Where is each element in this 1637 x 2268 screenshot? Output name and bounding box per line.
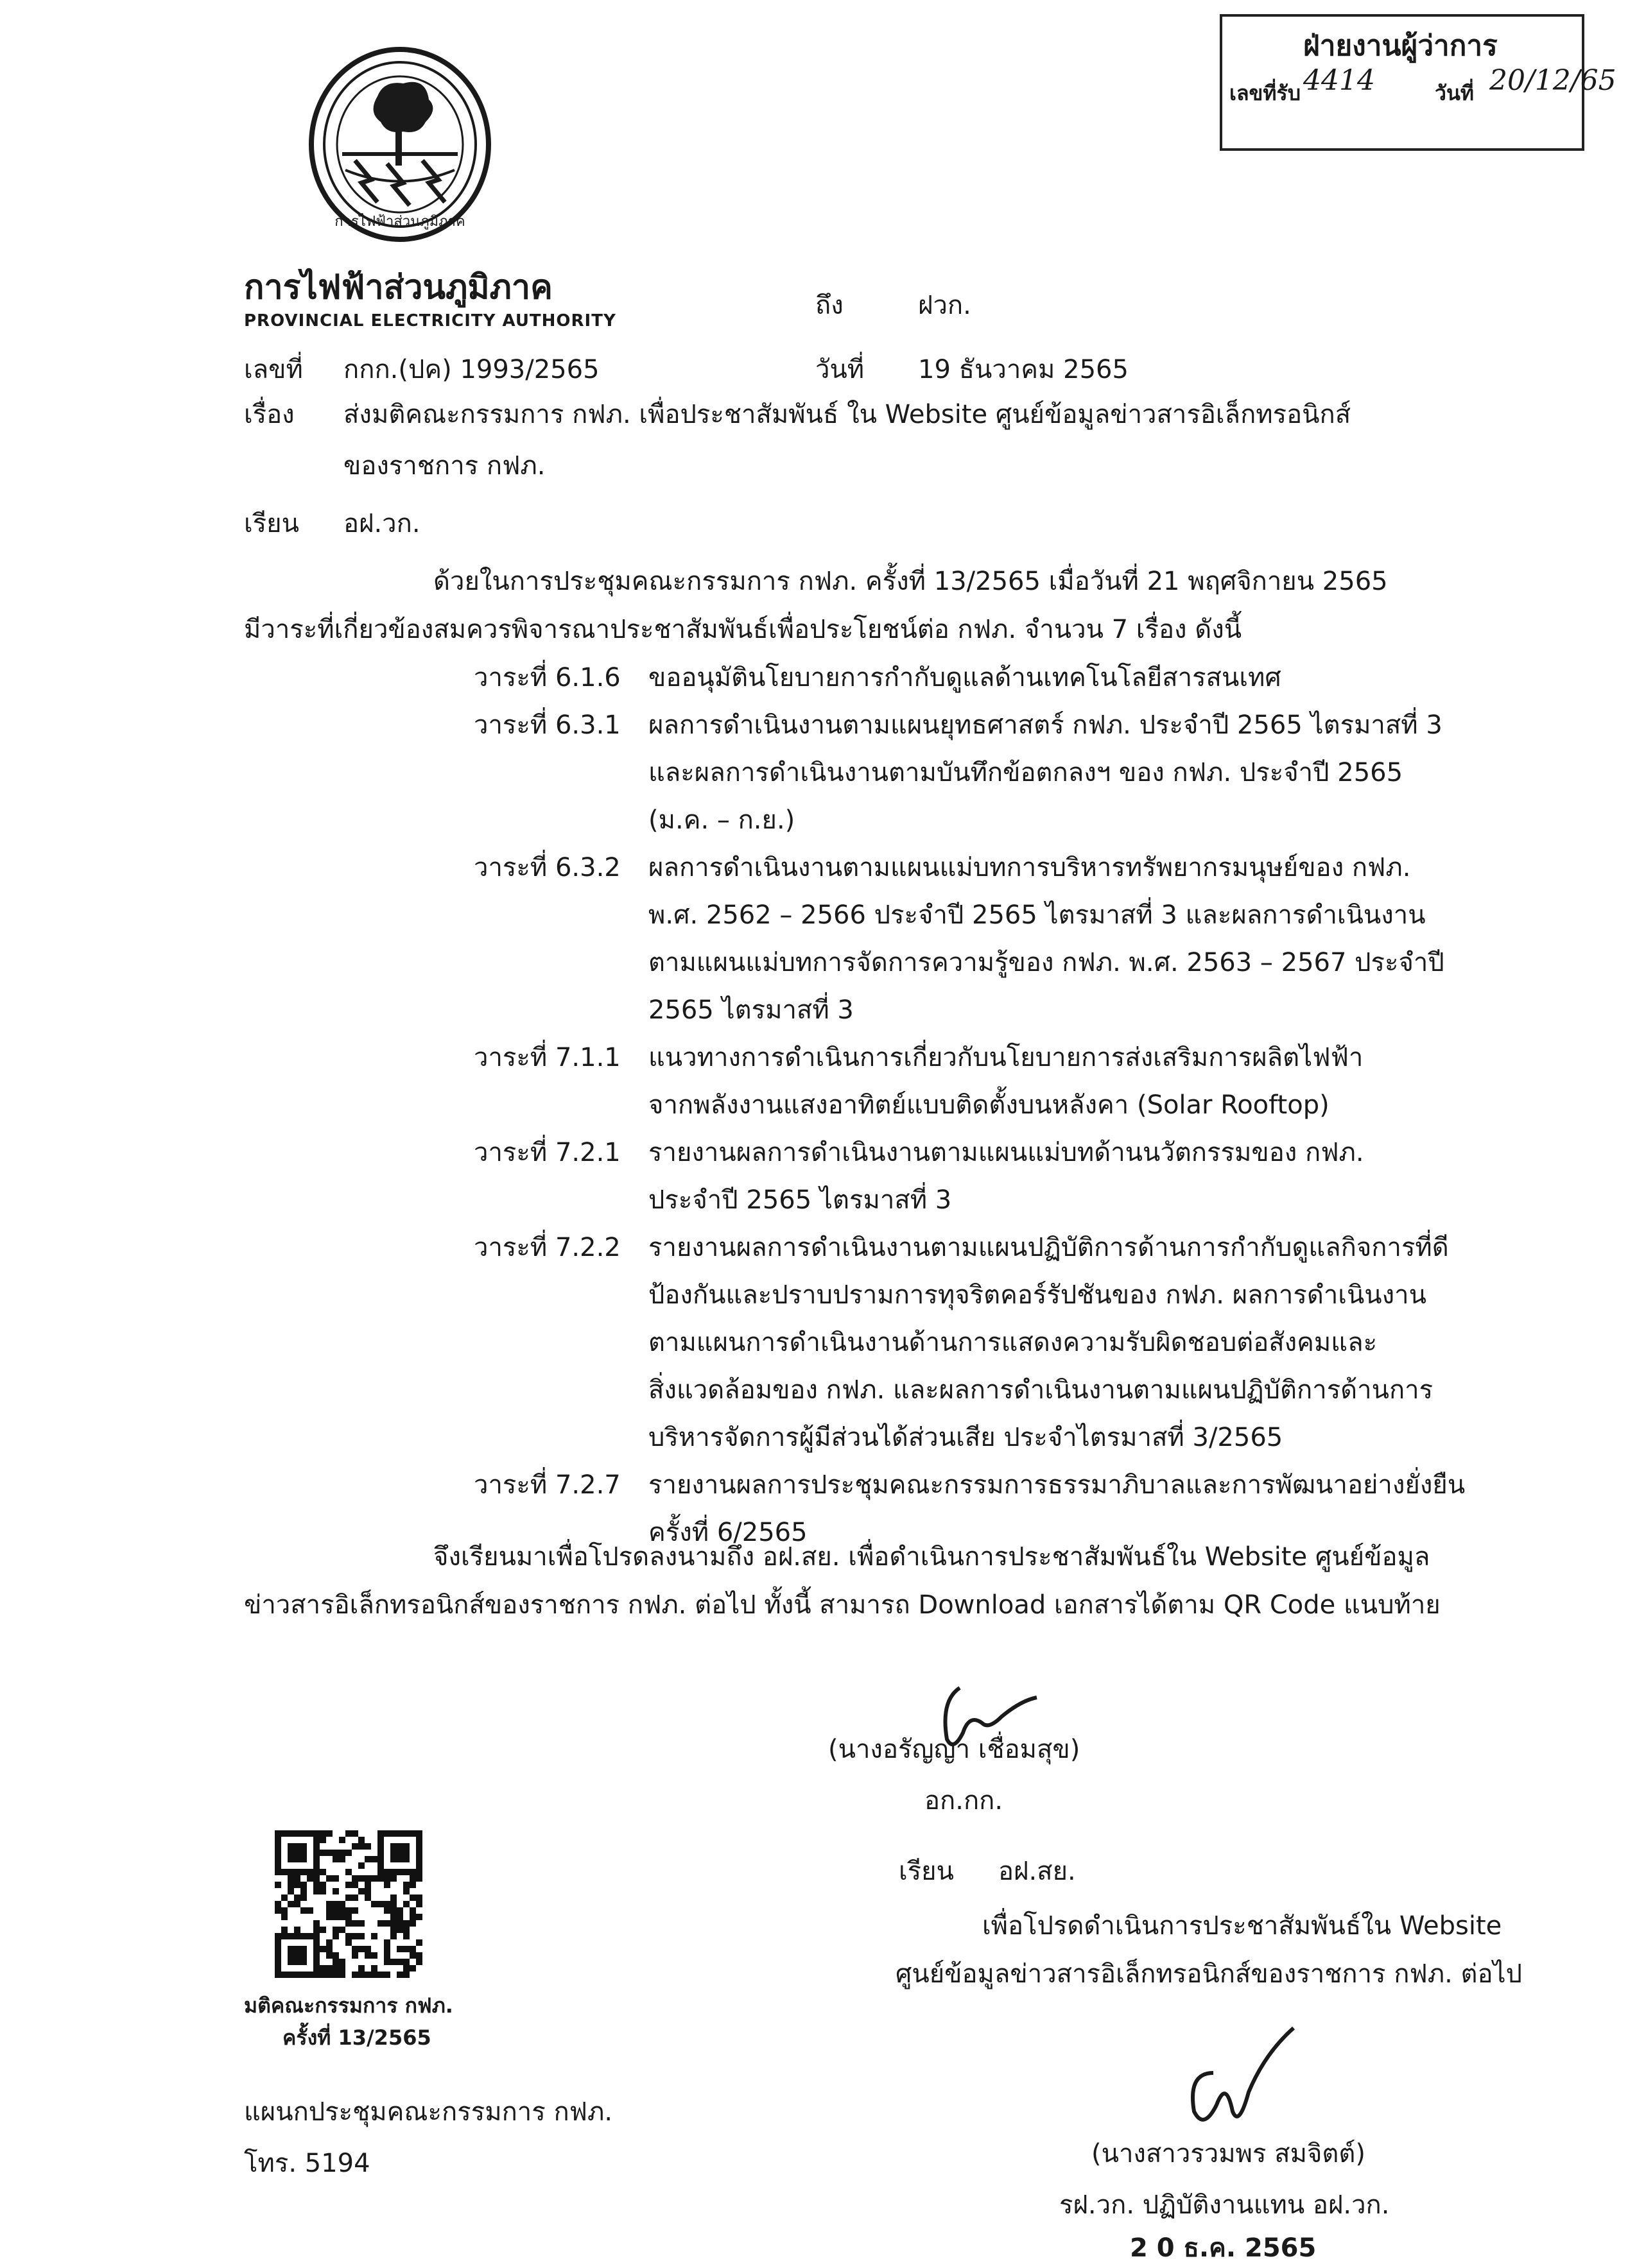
- bottom-date-stamp: 2 0 ธ.ค. 2565: [1130, 2233, 1317, 2263]
- subject-line-1: ส่งมติคณะกรรมการ กฟภ. เพื่อประชาสัมพันธ์ ใน Website ศูนย์ข้อมูลข่าวสารอิเล็กทรอนิกส์: [343, 400, 1351, 429]
- date-label: วันที่: [815, 355, 865, 384]
- attention-label: เรียน: [244, 509, 299, 538]
- agenda-text-line: บริหารจัดการผู้มีส่วนได้ส่วนเสีย ประจำไตรมาสที่ 3/2565: [648, 1423, 1283, 1452]
- agenda-text-line: ผลการดำเนินงานตามแผนยุทธศาสตร์ กฟภ. ประจำปี 2565 ไตรมาสที่ 3: [648, 710, 1442, 740]
- attention-value: อฝ.วก.: [343, 509, 420, 538]
- department-phone: โทร. 5194: [244, 2149, 370, 2178]
- qr-caption-2: ครั้งที่ 13/2565: [282, 2025, 431, 2050]
- number-label: เลขที่: [244, 355, 303, 384]
- agenda-label: วาระที่ 7.2.1: [474, 1138, 621, 1167]
- qr-caption-1: มติคณะกรรมการ กฟภ.: [244, 1993, 453, 2018]
- intro-line-2: มีวาระที่เกี่ยวข้องสมควรพิจารณาประชาสัมพันธ์เพื่อประโยชน์ต่อ กฟภ. จำนวน 7 เรื่อง ดังนี้: [244, 615, 1242, 644]
- agenda-label: วาระที่ 7.2.7: [474, 1470, 621, 1500]
- org-name-english: PROVINCIAL ELECTRICITY AUTHORITY: [244, 311, 616, 331]
- svg-text:การไฟฟ้าส่วนภูมิภาค: การไฟฟ้าส่วนภูมิภาค: [334, 214, 465, 230]
- date-value: 19 ธันวาคม 2565: [918, 355, 1129, 384]
- agenda-text-line: สิ่งแวดล้อมของ กฟภ. และผลการดำเนินงานตามแผนปฏิบัติการด้านการ: [648, 1375, 1433, 1405]
- qr-code: [275, 1830, 422, 1978]
- closing-line-1: จึงเรียนมาเพื่อโปรดลงนามถึง อฝ.สย. เพื่อดำเนินการประชาสัมพันธ์ใน Website ศูนย์ข้อมูล: [433, 1542, 1430, 1572]
- signer-2-name: (นางสาวรวมพร สมจิตต์): [1091, 2139, 1365, 2169]
- agenda-text-line: แนวทางการดำเนินการเกี่ยวกับนโยบายการส่งเสริมการผลิตไฟฟ้า: [648, 1043, 1364, 1072]
- agenda-text-line: ประจำปี 2565 ไตรมาสที่ 3: [648, 1185, 952, 1215]
- signer-1-position: อก.กก.: [924, 1786, 1003, 1816]
- signer-1-name: (นางอรัญญา เชื่อมสุข): [828, 1735, 1080, 1764]
- signature-2-mark: [1168, 2015, 1310, 2137]
- stamp-date-value: 20/12/65: [1489, 64, 1616, 97]
- agenda-text-line: รายงานผลการประชุมคณะกรรมการธรรมาภิบาลและการพัฒนาอย่างยั่งยืน: [648, 1470, 1466, 1500]
- agenda-text-line: ผลการดำเนินงานตามแผนแม่บทการบริหารทรัพยากรมนุษย์ของ กฟภ.: [648, 853, 1411, 882]
- org-name-thai: การไฟฟ้าส่วนภูมิภาค: [244, 268, 553, 307]
- signer-2-position: รฝ.วก. ปฏิบัติงานแทน อฝ.วก.: [1059, 2190, 1390, 2220]
- agenda-label: วาระที่ 6.3.1: [474, 710, 621, 740]
- agenda-text-line: ตามแผนแม่บทการจัดการความรู้ของ กฟภ. พ.ศ. 2563 – 2567 ประจำปี: [648, 948, 1444, 977]
- agenda-text-line: พ.ศ. 2562 – 2566 ประจำปี 2565 ไตรมาสที่ 3 และผลการดำเนินงาน: [648, 900, 1426, 930]
- number-value: กกก.(ปค) 1993/2565: [343, 355, 600, 384]
- to-value: ฝวก.: [918, 291, 971, 320]
- agenda-text-line: รายงานผลการดำเนินงานตามแผนปฏิบัติการด้านการกำกับดูแลกิจการที่ดี: [648, 1233, 1449, 1262]
- subject-line-2: ของราชการ กฟภ.: [343, 451, 546, 481]
- agenda-text-line: ตามแผนการดำเนินงานด้านการแสดงความรับผิดชอบต่อสังคมและ: [648, 1328, 1378, 1357]
- agenda-text-line: และผลการดำเนินงานตามบันทึกข้อตกลงฯ ของ กฟภ. ประจำปี 2565: [648, 758, 1403, 787]
- agenda-text-line: ครั้งที่ 6/2565: [648, 1518, 808, 1547]
- stamp-received-number: 4414: [1303, 64, 1375, 97]
- department-name: แผนกประชุมคณะกรรมการ กฟภ.: [244, 2097, 613, 2127]
- stamp-title: ฝ่ายงานผู้ว่าการ: [1303, 30, 1498, 62]
- agenda-label: วาระที่ 6.1.6: [474, 663, 621, 692]
- agenda-text-line: 2565 ไตรมาสที่ 3: [648, 995, 854, 1025]
- agenda-text-line: ป้องกันและปราบปรามการทุจริตคอร์รัปชันของ กฟภ. ผลการดำเนินงาน: [648, 1280, 1426, 1310]
- agenda-text-line: (ม.ค. – ก.ย.): [648, 805, 795, 835]
- forward-line-1: เพื่อโปรดดำเนินการประชาสัมพันธ์ใน Website: [982, 1911, 1502, 1941]
- agenda-text-line: ขออนุมัตินโยบายการกำกับดูแลด้านเทคโนโลยีสารสนเทศ: [648, 663, 1281, 692]
- forward-to-value: อฝ.สย.: [998, 1857, 1076, 1886]
- closing-line-2: ข่าวสารอิเล็กทรอนิกส์ของราชการ กฟภ. ต่อไป ทั้งนี้ สามารถ Download เอกสารได้ตาม QR Code แนบท้าย: [244, 1590, 1441, 1620]
- forward-line-2: ศูนย์ข้อมูลข่าวสารอิเล็กทรอนิกส์ของราชการ กฟภ. ต่อไป: [896, 1959, 1523, 1989]
- agenda-label: วาระที่ 7.1.1: [474, 1043, 621, 1072]
- to-label: ถึง: [815, 291, 844, 320]
- agenda-text-line: จากพลังงานแสงอาทิตย์แบบติดตั้งบนหลังคา (Solar Rooftop): [648, 1090, 1330, 1120]
- stamp-received-label: เลขที่รับ: [1229, 81, 1301, 105]
- intro-line-1: ด้วยในการประชุมคณะกรรมการ กฟภ. ครั้งที่ 13/2565 เมื่อวันที่ 21 พฤศจิกายน 2565: [433, 567, 1388, 596]
- agenda-text-line: รายงานผลการดำเนินงานตามแผนแม่บทด้านนวัตกรรมของ กฟภ.: [648, 1138, 1364, 1167]
- agenda-label: วาระที่ 7.2.2: [474, 1233, 621, 1262]
- stamp-date-label: วันที่: [1435, 81, 1474, 105]
- forward-to-label: เรียน: [899, 1857, 954, 1886]
- agenda-label: วาระที่ 6.3.2: [474, 853, 621, 882]
- subject-label: เรื่อง: [244, 400, 295, 429]
- pea-logo: [307, 45, 493, 244]
